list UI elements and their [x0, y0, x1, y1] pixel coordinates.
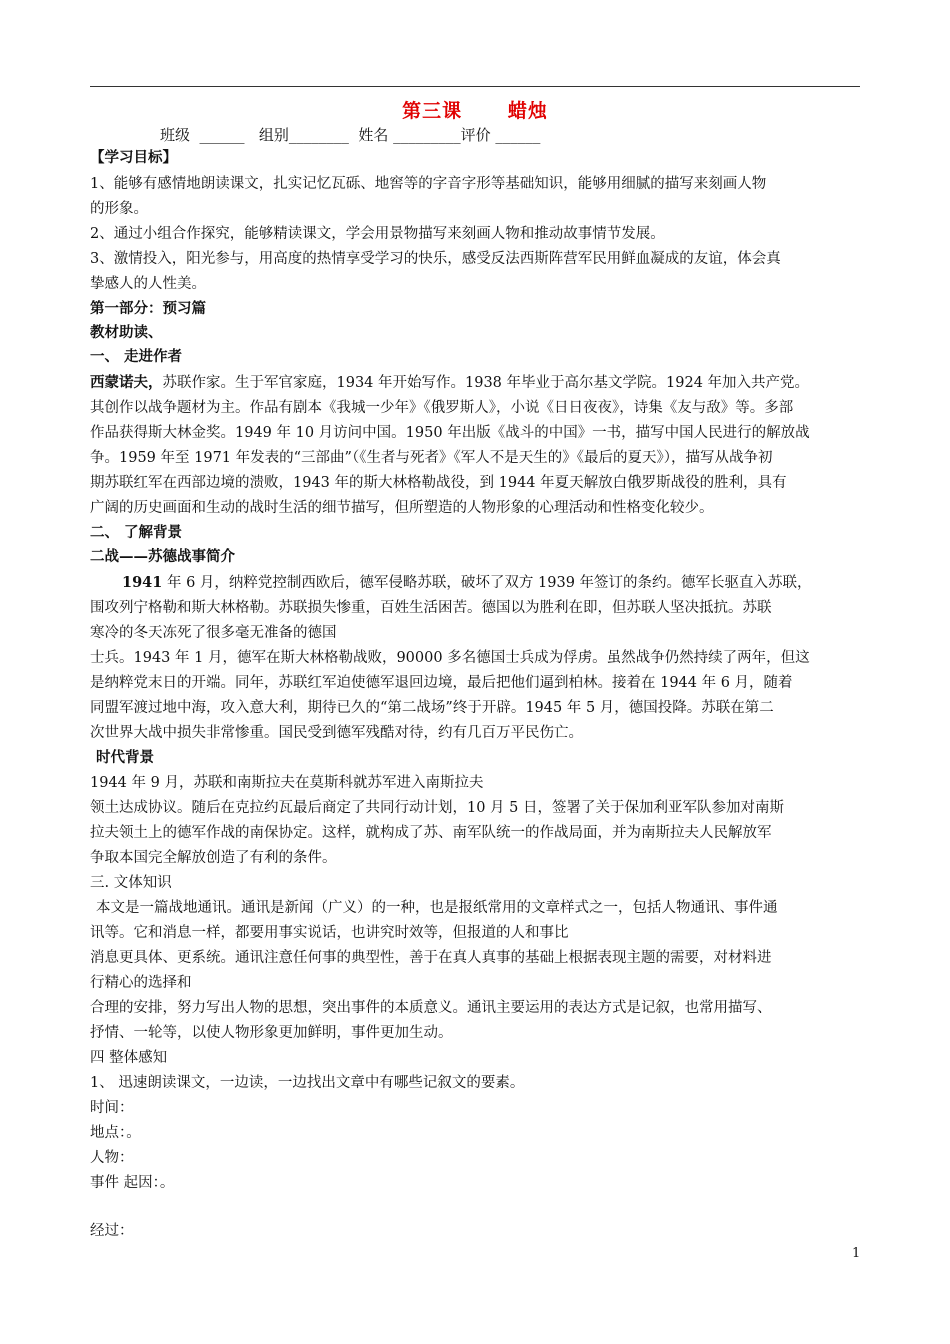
lesson-title: 第三课 蜡烛	[402, 100, 548, 122]
objective-line: 的形象。	[90, 201, 148, 217]
objectives-heading: 【学习目标】	[90, 149, 177, 166]
war-summary-line: 次世界大战中损失非常惨重。国民受到德军残酷对待，约有几百万平民伤亡。	[90, 725, 583, 741]
part-one-heading: 第一部分：预习篇	[90, 300, 206, 317]
war-summary-first-line	[122, 571, 812, 595]
author-line: 作品获得斯大林金奖。1949 年 10 月访问中国。1950 年出版《战斗的中国》一书，描写中国人民进行的解放战	[90, 425, 810, 441]
author-line: 期苏联红军在西部边境的溃败，1943 年的斯大林格勒战役，到 1944 年夏天解放白俄罗斯战役的胜利，具有	[90, 475, 787, 491]
year-1941: 1941	[122, 574, 163, 591]
author-heading: 一、 走进作者	[90, 348, 183, 365]
author-intro-text: 苏联作家。生于军官家庭，1934 年开始写作。1938 年毕业于高尔基文学院。1924 年加入共产党。	[162, 375, 810, 391]
student-info-line: 班级 ______ 组别________ 姓名 _________评价 ______	[160, 126, 541, 144]
genre-line: 行精心的选择和	[90, 975, 192, 991]
genre-line: 抒情、一轮等，以使人物形象更加鲜明，事件更加生动。	[90, 1025, 453, 1041]
war-summary-line: 同盟军渡过地中海，攻入意大利，期待已久的“第二战场”终于开辟。1945 年 5 月，德国投降。苏联在第二	[90, 700, 774, 716]
war-summary-line: 士兵。1943 年 1 月，德军在斯大林格勒战败，90000 多名德国士兵成为俘虏。虽然战争仍然持续了两年，但这	[90, 650, 810, 666]
page-number: 1	[852, 1246, 861, 1261]
war-summary-line: 是纳粹党末日的开端。同年，苏联红军迫使德军退回边境，最后把他们逼到柏林。接着在 1944 年 6 月，随着	[90, 675, 793, 691]
era-background-heading: 时代背景	[96, 749, 154, 766]
background-heading: 二、 了解背景	[90, 524, 183, 541]
genre-heading: 三. 文体知识	[90, 875, 172, 891]
genre-first-line: 本文是一篇战地通讯。通讯是新闻（广义）的一种，也是报纸常用的文章样式之一，包括人物通讯、事件通	[96, 900, 778, 916]
war-summary-line: 寒冷的冬天冻死了很多毫无准备的德国	[90, 625, 337, 641]
war-summary-text: 年 6 月，纳粹党控制西欧后，德军侵略苏联，破坏了双方 1939 年签订的条约。德军长驱直入苏联，	[162, 575, 812, 591]
era-line: 拉夫领土上的德军作战的南保协定。这样，就构成了苏、南军队统一的作战局面，并为南斯拉夫人民解放军	[90, 825, 772, 841]
time-label: 时间：	[90, 1100, 134, 1116]
overview-question: 1、 迅速朗读课文，一边读，一边找出文章中有哪些记叙文的要素。	[90, 1075, 525, 1091]
author-intro-line	[90, 371, 809, 395]
textbook-heading: 教材助读、	[90, 324, 163, 341]
place-label: 地点：。	[90, 1125, 141, 1141]
genre-line: 合理的安排，努力写出人物的思想，突出事件的本质意义。通讯主要运用的表达方式是记叙，也常用描写、	[90, 1000, 772, 1016]
event-cause-label: 事件 起因：。	[90, 1175, 175, 1191]
author-line: 广阔的历史画面和生动的战时生活的细节描写，但所塑造的人物形象的心理活动和性格变化较少。	[90, 500, 714, 516]
war-summary-heading: 二战——苏德战事简介	[90, 548, 235, 565]
people-label: 人物：	[90, 1150, 134, 1166]
process-label: 经过：	[90, 1223, 134, 1239]
overview-heading: 四 整体感知	[90, 1050, 168, 1066]
genre-line: 讯等。它和消息一样，都要用事实说话，也讲究时效等，但报道的人和事比	[90, 925, 569, 941]
objective-line: 2、通过小组合作探究，能够精读课文，学会用景物描写来刻画人物和推动故事情节发展。	[90, 226, 665, 242]
objective-line: 挚感人的人性美。	[90, 276, 206, 292]
author-name: 西蒙诺夫，	[90, 374, 163, 391]
era-line: 领土达成协议。随后在克拉约瓦最后商定了共同行动计划，10 月 5 日，签署了关于保加利亚军队参加对南斯	[90, 800, 784, 816]
objective-line: 3、激情投入，阳光参与，用高度的热情享受学习的快乐，感受反法西斯阵营军民用鲜血凝成的友谊，体会真	[90, 251, 781, 267]
header-rule	[90, 86, 860, 87]
era-line: 1944 年 9 月，苏联和南斯拉夫在莫斯科就苏军进入南斯拉夫	[90, 775, 484, 791]
genre-line: 消息更具体、更系统。通讯注意任何事的典型性，善于在真人真事的基础上根据表现主题的需要，对材料进	[90, 950, 772, 966]
author-line: 其创作以战争题材为主。作品有剧本《我城一少年》《俄罗斯人》，小说《日日夜夜》，诗集《友与敌》等。多部	[90, 400, 794, 416]
author-line: 争。1959 年至 1971 年发表的“三部曲”（《生者与死者》《军人不是天生的》《最后的夏天》），描写从战争初	[90, 450, 773, 466]
objective-line: 1、能够有感情地朗读课文，扎实记忆瓦砾、地窖等的字音字形等基础知识，能够用细腻的描写来刻画人物	[90, 176, 767, 192]
war-summary-line: 围攻列宁格勒和斯大林格勒。苏联损失惨重，百姓生活困苦。德国以为胜利在即，但苏联人坚决抵抗。苏联	[90, 600, 772, 616]
era-line: 争取本国完全解放创造了有利的条件。	[90, 850, 337, 866]
